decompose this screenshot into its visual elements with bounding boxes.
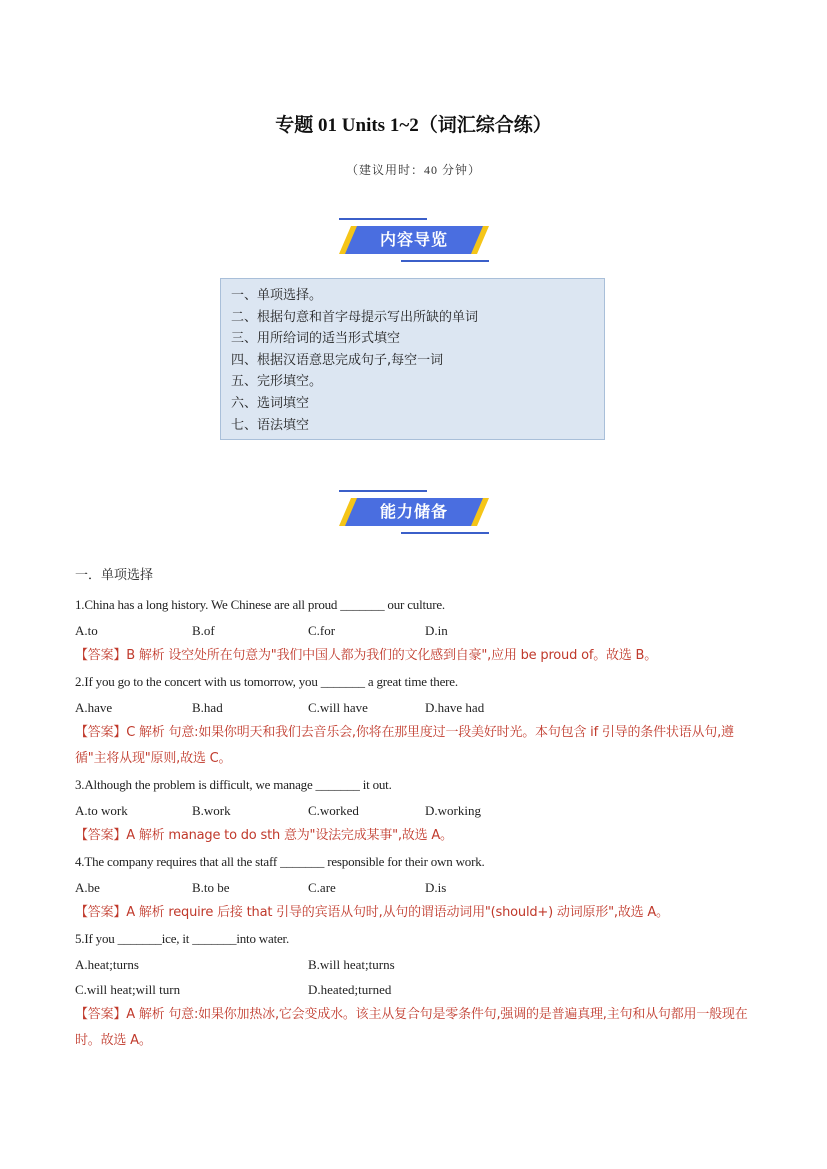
toc-item: 二、根据句意和首字母提示写出所缺的单词 — [231, 309, 479, 325]
option: A.to work — [75, 803, 128, 818]
banner-line — [401, 260, 489, 262]
banner-content-guide — [339, 218, 489, 262]
banner-ability — [339, 490, 489, 534]
option: C.will have — [308, 700, 368, 715]
option: B.work — [192, 803, 231, 818]
banner-line — [339, 490, 427, 492]
option: D.have had — [425, 700, 485, 715]
question-stem: 5.If you _______ice, it _______into water. — [75, 931, 290, 946]
option: C.will heat;will turn — [75, 982, 181, 997]
page-title: 专题 01 Units 1~2（词汇综合练） — [275, 115, 552, 136]
question-stem: 1.China has a long history. We Chinese are all proud _______ our culture. — [75, 597, 445, 612]
option: A.be — [75, 880, 100, 895]
option: B.to be — [192, 880, 230, 895]
question-options — [75, 875, 755, 900]
toc-item: 六、选词填空 — [231, 395, 310, 411]
option: C.are — [308, 880, 336, 895]
answer-explanation: 【答案】A 解析 require 后接 that 引导的宾语从句时,从句的谓语动词用"(should+) 动词原形",故选 A。 — [75, 905, 669, 920]
option: D.is — [425, 880, 447, 895]
exercise-content — [75, 566, 755, 1054]
suggested-time: （建议用时：40 分钟） — [345, 163, 481, 177]
answer-explanation: 【答案】A 解析 manage to do sth 意为"设法完成某事",故选 A。 — [75, 828, 453, 843]
option: A.have — [75, 700, 113, 715]
option: B.had — [192, 700, 223, 715]
banner-label: 内容导览 — [379, 230, 448, 249]
question-stem: 3.Although the problem is difficult, we manage _______ it out. — [75, 777, 392, 792]
option: B.of — [192, 623, 215, 638]
toc-item: 七、语法填空 — [231, 417, 310, 433]
question-stem: 4.The company requires that all the staff _______ responsible for their own work. — [75, 854, 485, 869]
option: A.heat;turns — [75, 957, 139, 972]
question-stem: 2.If you go to the concert with us tomorrow, you _______ a great time there. — [75, 674, 458, 689]
option: A.to — [75, 623, 98, 638]
question-options — [75, 952, 755, 977]
question-options — [75, 695, 755, 720]
toc-item: 五、完形填空。 — [231, 374, 323, 390]
option: C.worked — [308, 803, 359, 818]
question-options — [75, 977, 755, 1002]
answer-explanation: 【答案】C 解析 句意:如果你明天和我们去音乐会,你将在那里度过一段美好时光。本句包含 if 引导的条件状语从句,遵循"主将从现"原则,故选 C。 — [75, 725, 734, 766]
toc-item: 三、用所给词的适当形式填空 — [231, 331, 401, 347]
option: D.in — [425, 623, 448, 638]
question-options — [75, 798, 755, 823]
toc-item: 四、根据汉语意思完成句子,每空一词 — [231, 352, 444, 368]
banner-label: 能力储备 — [379, 502, 448, 521]
section-title: 一．单项选择 — [75, 568, 154, 583]
option: C.for — [308, 623, 336, 638]
answer-explanation: 【答案】A 解析 句意:如果你加热冰,它会变成水。该主从复合句是零条件句,强调的是普遍真理,主句和从句都用一般现在时。故选 A。 — [75, 1007, 748, 1048]
option: D.working — [425, 803, 481, 818]
banner-line — [401, 532, 489, 534]
question-options — [75, 618, 755, 643]
banner-line — [339, 218, 427, 220]
option: D.heated;turned — [308, 982, 392, 997]
contents-box — [220, 278, 605, 440]
option: B.will heat;turns — [308, 957, 395, 972]
answer-explanation: 【答案】B 解析 设空处所在句意为"我们中国人都为我们的文化感到自豪",应用 be proud of。故选 B。 — [75, 648, 658, 663]
toc-item: 一、单项选择。 — [231, 288, 323, 303]
